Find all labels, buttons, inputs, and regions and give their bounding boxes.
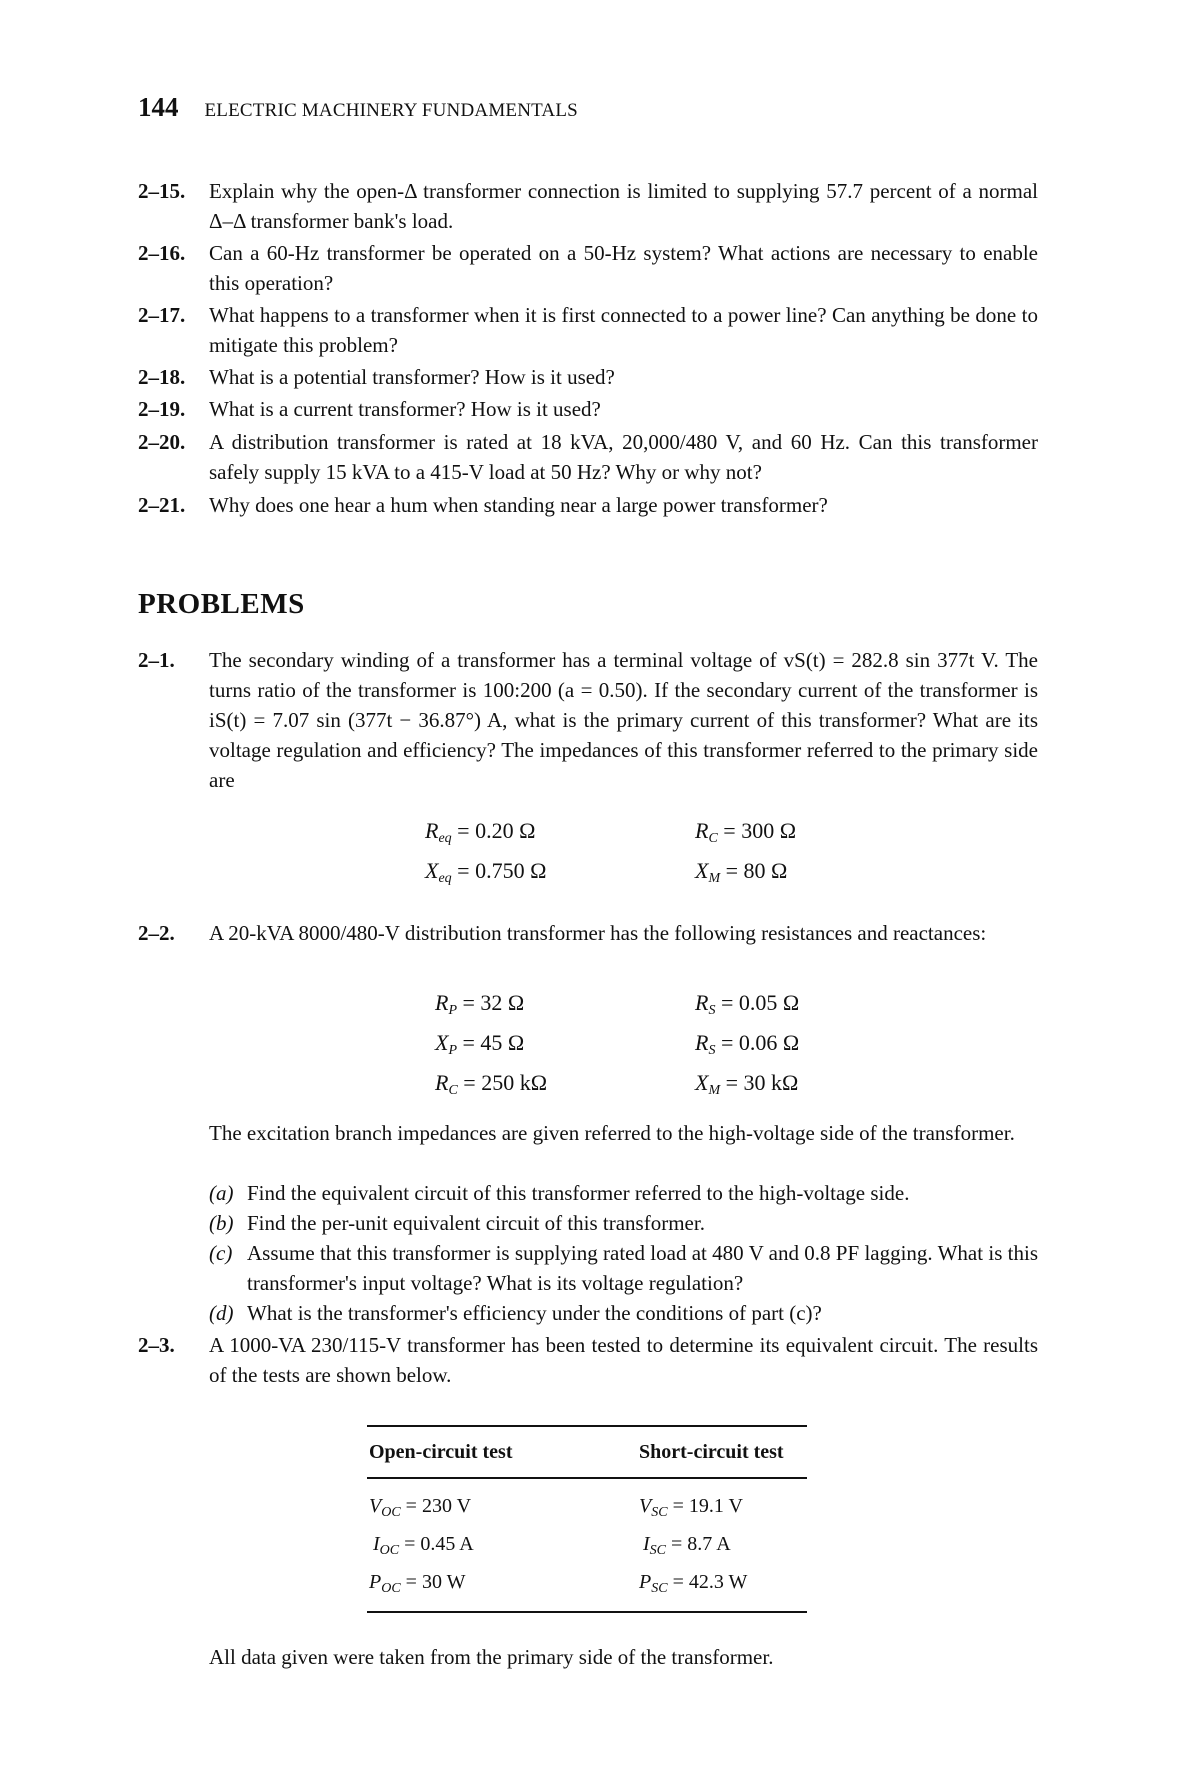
part-text: Assume that this transformer is supplying rated load at 480 V and 0.8 PF lagging. What is this transformer's input voltage? What is its voltage regulation? bbox=[247, 1241, 1038, 1295]
problems-heading: PROBLEMS bbox=[138, 588, 305, 620]
part-d bbox=[209, 1298, 1038, 1328]
problem-number: 2–1. bbox=[138, 648, 175, 672]
question-2-17 bbox=[138, 300, 1038, 360]
xs-equation: $R_S = 0.06$ Ω bbox=[695, 1030, 800, 1058]
xm-equation: $X_M = 80$ Ω bbox=[695, 858, 788, 886]
running-title: ELECTRIC MACHINERY FUNDAMENTALS bbox=[204, 100, 578, 121]
question-number: 2–17. bbox=[138, 303, 186, 327]
table-bottom-rule bbox=[367, 1611, 807, 1613]
table-header-rule bbox=[367, 1477, 807, 1479]
question-2-18 bbox=[138, 362, 1038, 392]
table-cell: $I_{OC} = 0.45$ A bbox=[373, 1533, 474, 1558]
question-2-16 bbox=[138, 238, 1038, 298]
question-number: 2–19. bbox=[138, 397, 186, 421]
req-equation: $R_{eq} = 0.20$ Ω bbox=[425, 818, 536, 846]
part-c bbox=[209, 1238, 1038, 1298]
part-text: Find the equivalent circuit of this transformer referred to the high-voltage side. bbox=[247, 1181, 910, 1205]
rp-equation: $R_P = 32$ Ω bbox=[435, 990, 525, 1018]
table-cell: $V_{SC} = 19.1$ V bbox=[639, 1495, 743, 1520]
question-2-15 bbox=[138, 176, 1038, 236]
question-2-19 bbox=[138, 394, 1038, 424]
question-text: What happens to a transformer when it is first connected to a power line? Can anything be done to mitigate this problem? bbox=[209, 303, 1038, 357]
column-header-open-circuit: Open-circuit test bbox=[369, 1441, 513, 1463]
excitation-paragraph: The excitation branch impedances are given referred to the high-voltage side of the transformer. bbox=[209, 1121, 1015, 1145]
question-number: 2–18. bbox=[138, 365, 186, 389]
page-number: 144 bbox=[138, 92, 179, 122]
question-number: 2–21. bbox=[138, 493, 186, 517]
part-b bbox=[209, 1208, 1038, 1238]
part-label: (c) bbox=[209, 1241, 233, 1265]
table-cell: $P_{SC} = 42.3$ W bbox=[639, 1571, 748, 1596]
question-2-20 bbox=[138, 427, 1038, 487]
rs-equation: $R_S = 0.05$ Ω bbox=[695, 990, 800, 1018]
question-number: 2–20. bbox=[138, 430, 186, 454]
question-2-21 bbox=[138, 490, 1038, 520]
table-cell: $P_{OC} = 30$ W bbox=[369, 1571, 466, 1596]
question-text: What is a current transformer? How is it used? bbox=[209, 397, 601, 421]
rc-equation: $R_C = 250$ kΩ bbox=[435, 1070, 548, 1098]
question-text: What is a potential transformer? How is it used? bbox=[209, 365, 615, 389]
problem-text: A 20-kVA 8000/480-V distribution transformer has the following resistances and reactances: bbox=[209, 921, 987, 945]
question-text: A distribution transformer is rated at 18 kVA, 20,000/480 V, and 60 Hz. Can this transformer safely supply 15 kVA to a 415-V load at 50 Hz? Why or why not? bbox=[209, 430, 1038, 484]
rc-equation: $R_C = 300$ Ω bbox=[695, 818, 797, 846]
part-label: (b) bbox=[209, 1211, 234, 1235]
xm-equation: $X_M = 30$ kΩ bbox=[695, 1070, 799, 1098]
problem-number: 2–3. bbox=[138, 1333, 175, 1357]
question-number: 2–16. bbox=[138, 241, 186, 265]
table-top-rule bbox=[367, 1425, 807, 1427]
problem-2-3 bbox=[138, 1330, 1038, 1390]
problem-2-2 bbox=[138, 918, 1038, 948]
part-text: What is the transformer's efficiency under the conditions of part (c)? bbox=[247, 1301, 822, 1325]
problem-number: 2–2. bbox=[138, 921, 175, 945]
column-header-short-circuit: Short-circuit test bbox=[639, 1441, 784, 1463]
question-text: Explain why the open-Δ transformer connection is limited to supplying 57.7 percent of a normal Δ–Δ transformer bank's load. bbox=[209, 179, 1038, 233]
problem-text: The secondary winding of a transformer has a terminal voltage of vS(t) = 282.8 sin 377t V. The turns ratio of the transformer is 100:200 (a = 0.50). If the secondary current of the transformer is iS(t) = 7.07 sin (377t − 36.87°) A, what is the primary current of this transformer? What are its voltage regulation and efficiency? The impedances of this transformer referred to the primary side are bbox=[209, 648, 1038, 792]
data-source-note: All data given were taken from the primary side of the transformer. bbox=[209, 1645, 774, 1669]
problem-2-1 bbox=[138, 645, 1038, 795]
xeq-equation: $X_{eq} = 0.750$ Ω bbox=[425, 858, 547, 886]
part-a bbox=[209, 1178, 1038, 1208]
part-label: (d) bbox=[209, 1301, 234, 1325]
question-text: Can a 60-Hz transformer be operated on a 50-Hz system? What actions are necessary to enable this operation? bbox=[209, 241, 1038, 295]
part-text: Find the per-unit equivalent circuit of this transformer. bbox=[247, 1211, 705, 1235]
table-cell: $I_{SC} = 8.7$ A bbox=[643, 1533, 731, 1558]
question-number: 2–15. bbox=[138, 179, 186, 203]
xp-equation: $X_P = 45$ Ω bbox=[435, 1030, 525, 1058]
problem-text: A 1000-VA 230/115-V transformer has been tested to determine its equivalent circuit. The results of the tests are shown below. bbox=[209, 1333, 1038, 1387]
question-text: Why does one hear a hum when standing near a large power transformer? bbox=[209, 493, 828, 517]
part-label: (a) bbox=[209, 1181, 234, 1205]
page-header bbox=[138, 92, 578, 123]
table-cell: $V_{OC} = 230$ V bbox=[369, 1495, 472, 1520]
